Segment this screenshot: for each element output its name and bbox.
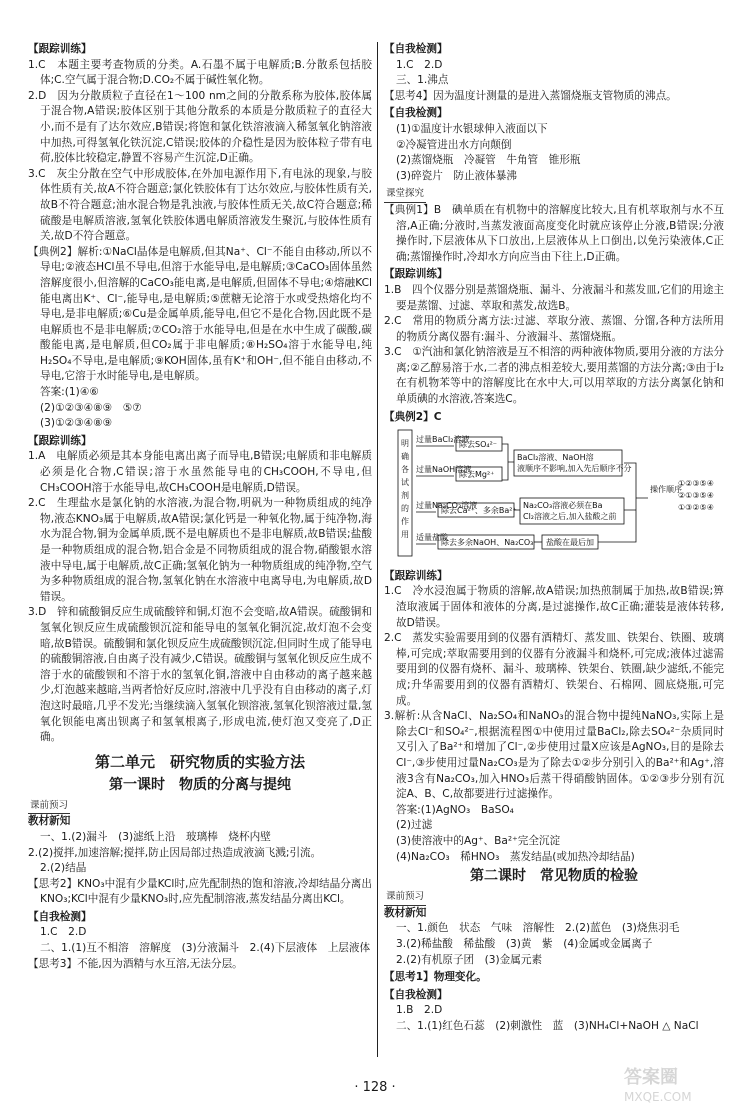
- left-p-19: 【思考2】KNO₃中混有少量KCl时,应先配制热的饱和溶液,冷却结晶分离出KNO₃;KCl中混有少量KNO₃时,应先配制溶液,蒸发结晶分离出KCl。: [28, 877, 372, 906]
- right_top-tag-wrap-9: [384, 184, 724, 203]
- right-column: [384, 40, 724, 1034]
- row1-reagent: 过量BaCl₂溶液: [416, 435, 470, 445]
- right_bottom-pi-11: 一、1.颜色 状态 气味 溶解性 2.(2)蓝色 (3)烧焦羽毛: [396, 922, 680, 935]
- right_bottom-pi-13: 2.(2)有机原子团 (3)金属元素: [396, 953, 543, 966]
- right-bottom-block: [384, 569, 724, 1035]
- left-sec-8: 【跟踪训练】: [28, 434, 92, 447]
- right_top-pi-6: ②冷凝管进出水方向颠倒: [396, 138, 512, 151]
- right_bottom-pi-17: 二、1.(1)红色石蕊 (2)刺激性 蓝 (3)NH₄Cl+NaOH △ NaCl: [396, 1019, 699, 1032]
- right_bottom-ans-7: (4)Na₂CO₃ 稀HNO₃ 蒸发结晶(或加热冷却结晶): [396, 850, 635, 863]
- right_top-p-12: 1.B 四个仪器分别是蒸馏烧瓶、漏斗、分液漏斗和蒸发皿,它们的用途主要是蒸馏、过滤、萃取和蒸发,故选B。: [384, 283, 724, 312]
- left-p-23: 【思考3】不能,因为酒精与水互溶,无法分层。: [28, 957, 243, 970]
- right_top-pi-8: (3)碎瓷片 防止液体暴沸: [396, 169, 517, 182]
- diagram-left-label: 明确各试剂的作用: [401, 439, 409, 540]
- right_bottom-p-2: 2.C 蒸发实验需要用到的仪器有酒精灯、蒸发皿、铁架台、铁圈、玻璃棒,可完成;萃取需要用到的仪器有分液漏斗和烧杯,可完成;液体过滤需要用到的仪器有烧杯、漏斗、玻璃棒、铁架台、铁圈,缺少滤纸,不能完成;升华需要用到的仪器有酒精灯、铁架台、石棉网、圆底烧瓶,可完成。: [384, 632, 724, 707]
- left-p-10: 2.C 生理盐水是氯化钠的水溶液,为混合物,明矾为一种物质组成的纯净物,液态KNO₃属于电解质,故A错误;氯化钙是一种氧化物,属于纯净物,海水为混合物,铜为金属单质,既不是电解质也不是非电解质,故B错误;盐酸是一种物质组成的混合物,铝合金是不同物质组成的混合物,硝酸银水溶液中导电,属于电解质,故C正确;氢氧化钠为一种物质组成的纯净物,空气为多种物质组成的混合物,氢氧化钠在水溶液中电离导电,为电解质,故D错误。: [28, 497, 372, 603]
- right_bottom-pi-16: 1.B 2.D: [396, 1004, 443, 1017]
- right_top-sec-15: 【典例2】C: [384, 410, 442, 423]
- right_bottom-ans-5: (2)过滤: [396, 819, 433, 832]
- left-pi-21: 1.C 2.D: [40, 926, 87, 939]
- left-tag-14: 课前预习: [28, 798, 70, 815]
- left-ans-5: 答案:(1)④⑥: [40, 386, 99, 399]
- right_top-tag-9: 课堂探究: [384, 186, 426, 203]
- row4-reagent: 适量盐酸: [416, 533, 448, 543]
- watermark-logo-icon: [620, 1061, 740, 1105]
- reagent-order-diagram: [396, 428, 722, 558]
- left-ans-7: (3)①②③④⑧⑨: [40, 417, 112, 430]
- diagram-order-label: 操作顺序: [650, 485, 682, 495]
- left-pi-22: 二、1.(1)互不相溶 溶解度 (3)分液漏斗 2.(4)下层液体 上层液体: [40, 942, 371, 955]
- left-p-2: 2.D 因为分散质粒子直径在1～100 nm之间的分散系称为胶体,胶体属于混合物,A错误;胶体区别于其他分散系的本质是分散质粒子的直径大小,而不是有了达尔效应,B错误;将饱和氯化铁溶液滴入稀氢氧化钠溶液中加热,可得氢氧化铁沉淀,C错误;胶体的介稳性是因为胶体粒子带有电荷,胶体比较稳定,静置不容易产生沉淀,D正确。: [28, 89, 372, 165]
- right_bottom-p-3: 3.解析:从含NaCl、Na₂SO₄和NaNO₃的混合物中提纯NaNO₃,实际上是除去Cl⁻和SO₄²⁻,根据流程图①中使用过量BaCl₂,除去SO₄²⁻杂质同时又引入了Ba²⁺和增加了Cl⁻,②步使用过量X应该是AgNO₃,目的是除去Cl⁻,③步使用过量Na₂CO₃是为了除去①②步分别引入的Ba²⁺和Ag⁺,溶液3含有Na₂CO₃,加入HNO₃后蒸干得硝酸钠固体。①②③步分别有沉淀A、B、C,故都要进行过滤操作。: [384, 710, 724, 801]
- right_top-p-10: 【典例1】B 碘单质在有机物中的溶解度比较大,且有机萃取剂与水不互溶,A正确;分液时,当蒸发液面高度变化时就应该停止分液,B错误;分液操作时,下层液体从下口放出,上层液体从上口倒出,以免污染液体,C正确;蒸馏操作时,冷却水方向应当由下往上,D正确。: [384, 203, 724, 263]
- left-lesson-13: 第一课时 物质的分离与提纯: [109, 776, 291, 793]
- note3-label: 盐酸在最后加: [546, 538, 594, 548]
- left-p-9: 1.A 电解质必须是其本身能电离出离子而导电,B错误;电解质和非电解质必须是化合物,C错误;溶于水虽然能导电的CH₃COOH,不导电,但CH₃COOH溶于水能导电,故CH₃COOH是电解质,D错误。: [28, 450, 372, 494]
- right_top-pi-1: 1.C 2.D: [396, 58, 443, 71]
- note2-line2: Cl₂溶液之后,加入盐酸之前: [523, 512, 617, 522]
- left-ans-6: (2)①②③④⑧⑨ ⑤⑦: [40, 401, 142, 414]
- left-sec-20: 【自我检测】: [28, 910, 92, 923]
- right_top-sec-11: 【跟踪训练】: [384, 268, 448, 281]
- right_top-p-14: 3.C ①汽油和氯化钠溶液是互不相溶的两种液体物质,要用分液的方法分离;②乙醇易溶于水,二者的沸点相差较大,要用蒸馏的方法分离;③由于I₂在有机物苯等中的溶解度比在水中大,可以用萃取的方法分离氯化钠和单质碘的水溶液,答案选C。: [384, 346, 724, 406]
- right_top-pi-5: (1)①温度计水银球伸入液面以下: [396, 122, 548, 135]
- left-pi-16: 一、1.(2)漏斗 (3)滤纸上沿 玻璃棒 烧杯内壁: [40, 830, 271, 843]
- left-tag-wrap-14: [28, 796, 372, 815]
- row2-box-label: 除去Mg²⁺: [459, 470, 495, 480]
- left-p-17: 2.(2)搅拌,加速溶解;搅拌,防止因局部过热造成液滴飞溅;引流。: [28, 846, 322, 859]
- right_top-p-3: 【思考4】因为温度计测量的是进入蒸馏烧瓶支管物质的沸点。: [384, 89, 677, 102]
- right_bottom-sec-14: 【思考1】物理变化。: [384, 971, 487, 984]
- right_top-sec-4: 【自我检测】: [384, 107, 448, 120]
- right_bottom-tag-9: 课前预习: [384, 889, 426, 906]
- left-sec-0: 【跟踪训练】: [28, 43, 92, 55]
- right_bottom-ans-6: (3)使溶液中的Ag⁺、Ba²⁺完全沉淀: [396, 834, 561, 847]
- row2-reagent: 过量NaOH溶液: [416, 465, 472, 475]
- note1-line1: BaCl₂溶液、NaOH溶: [517, 453, 594, 463]
- right-top-block: [384, 42, 724, 425]
- right_top-p-13: 2.C 常用的物质分离方法:过滤、萃取分液、蒸馏、分馏,各种方法所用的物质分离仪器有:漏斗、分液漏斗、蒸馏烧瓶。: [384, 315, 724, 343]
- right_top-sec-0: 【自我检测】: [384, 43, 448, 55]
- left-p-11: 3.D 锌和硫酸铜反应生成硫酸锌和铜,灯泡不会变暗,故A错误。硫酸铜和氢氧化钡反应生成硫酸钡沉淀和能导电的氢氧化铜沉淀,故灯泡不会变暗,故B错误。硫酸铜和氯化钡反应生成硫酸钡沉淀,但同时生成了能导电的硫酸铜溶液,自由离子没有减少,C错误。硫酸铜与氢氧化钡反应生成不溶于水的硫酸钡和不溶于水的氢氧化铜,溶液中自由移动的离子越来越少,灯泡越来越暗,当两者恰好反应时,溶液中几乎没有自由移动的离子,灯泡这时最暗,几乎不发光;当继续滴入氢氧化钡溶液,氢氧化钡溶液过量,氢氧化钡能电离出钡离子和氢氧根离子,形成电流,使灯泡又变亮了,D正确。: [28, 606, 372, 744]
- svg-text:答案圈: 答案圈: [624, 1067, 678, 1088]
- page-number: · 128 ·: [354, 1080, 396, 1095]
- diagram-rows: [416, 434, 534, 549]
- right_bottom-tag-wrap-9: [384, 887, 724, 906]
- svg-text:MXQE.COM: MXQE.COM: [624, 1090, 692, 1104]
- right_top-pi-2: 三、1.沸点: [396, 74, 449, 87]
- row1-box-label: 除去SO₄²⁻: [459, 440, 498, 450]
- left-p-3: 3.C 灰尘分散在空气中形成胶体,在外加电源作用下,有电泳的现象,与胶体性质有关,故A不符合题意;氯化铁胶体有丁达尔效应,与胶体性质有关,故B不符合题意;油水混合物是乳浊液,与胶体性质无关,故C符合题意;稀硫酸是电解质溶液,氢氧化铁胶体遇电解质溶液发生聚沉,与胶体性质有关,故D不符合题意。: [28, 167, 372, 243]
- row3-reagent: 过量Na₂CO₃溶液: [416, 501, 478, 511]
- order-seq-3: ①③②⑤④: [678, 503, 714, 513]
- column-divider: [377, 42, 378, 1057]
- right_bottom-pi-12: 3.(2)稀盐酸 稀盐酸 (3)黄 紫 (4)金属或金属离子: [396, 937, 653, 950]
- row3-box-label: 除去Ca²⁺、多余Ba²⁺: [441, 506, 517, 516]
- left-column: [28, 40, 372, 972]
- left-p-4: 【典例2】解析:①NaCl晶体是电解质,但其Na⁺、Cl⁻不能自由移动,所以不导电;②液态HCl虽不导电,但溶于水能导电,是电解质;③CaCO₃固体虽然溶解度很小,但溶解的CaCO₃能电离,是电解质,但固体不导电;④熔融KCl能电离出K⁺、Cl⁻,能导电,是电解质;⑤蔗糖无论溶于水或受热熔化均不导电,是非电解质;⑥Cu是金属单质,能导电,但它不是化合物,因此既不是电解质也不是非电解质;⑦CO₂溶于水能导电,但是在水中生成了碳酸,碳酸能电离,是电解质,但CO₂属于非电解质;⑧H₂SO₄溶于水能导电,纯H₂SO₄不导电,是电解质;⑨KOH固体,虽有K⁺和OH⁻,但不能自由移动,不导电,它溶于水时能导电,是电解质。: [28, 245, 372, 383]
- right_bottom-sec-0: 【跟踪训练】: [384, 569, 448, 582]
- right_bottom-p-1: 1.C 冷水浸泡属于物质的溶解,故A错误;加热煎制属于加热,故B错误;箅渣取液属于固体和液体的分离,是过滤操作,故C正确;灌装是液体转移,故D错误。: [384, 585, 724, 629]
- note1-line2: 液顺序不影响,加入先后顺序不分: [517, 464, 632, 474]
- order-seq-2: ②①③⑤④: [678, 491, 714, 501]
- right_bottom-lesson-8: 第二课时 常见物质的检验: [470, 868, 638, 885]
- left-p-1: 1.C 本题主要考查物质的分类。A.石墨不属于电解质;B.分散系包括胶体;C.空气属于混合物;D.CO₂不属于碱性氧化物。: [28, 58, 372, 87]
- left-pi-18: 2.(2)结晶: [40, 862, 87, 875]
- right_bottom-ans-4: 答案:(1)AgNO₃ BaSO₄: [396, 803, 514, 816]
- left-unit-12: 第二单元 研究物质的实验方法: [94, 752, 305, 771]
- right_bottom-sec-15: 【自我检测】: [384, 988, 448, 1001]
- right_bottom-sub-10: 教材新知: [384, 906, 427, 919]
- right_top-pi-7: (2)蒸馏烧瓶 冷凝管 牛角管 锥形瓶: [396, 154, 581, 167]
- row4-box-label: 除去多余NaOH、Na₂CO₃: [441, 538, 534, 548]
- order-seq-1: ①②③⑤④: [678, 479, 714, 489]
- left-sub-15: 教材新知: [28, 815, 71, 828]
- note2-line1: Na₂CO₃溶液必须在Ba: [523, 501, 603, 511]
